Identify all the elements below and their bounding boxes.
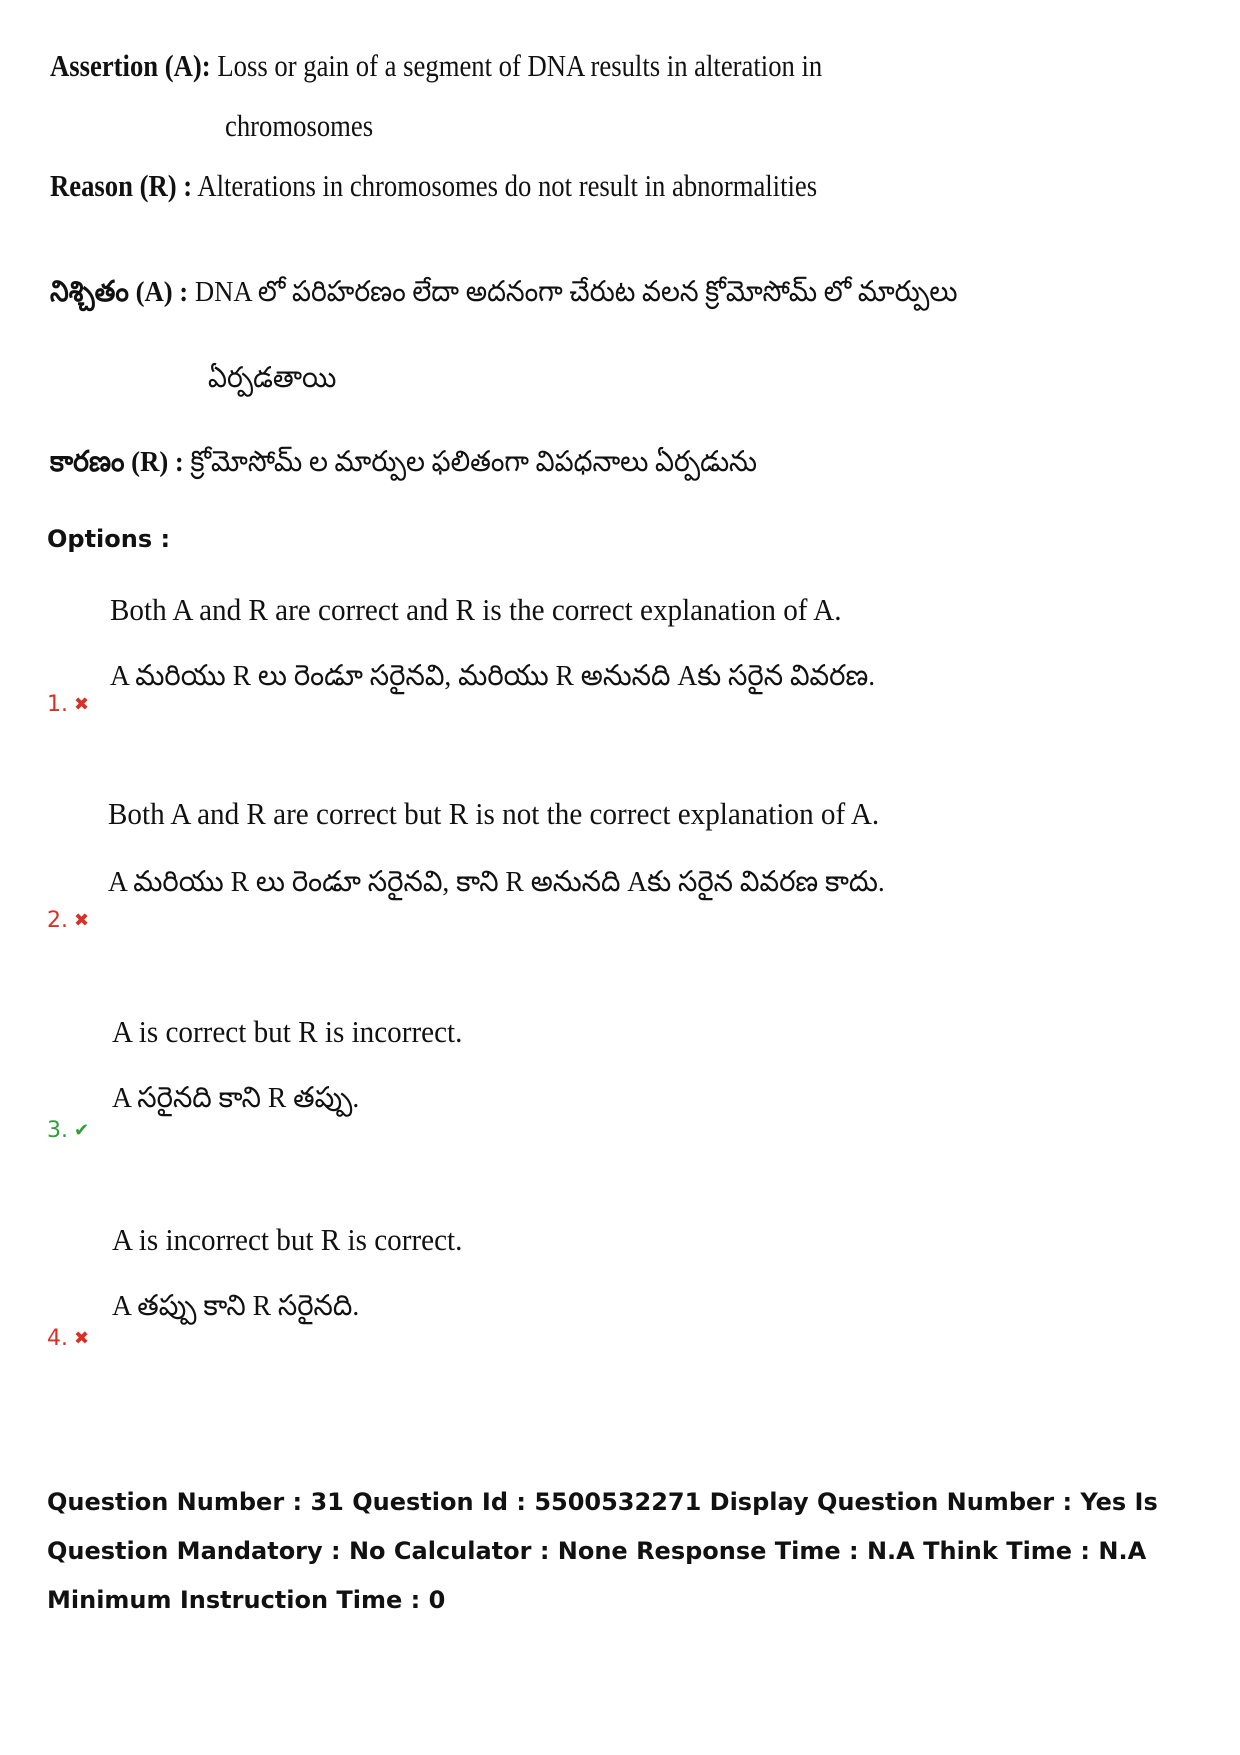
option-3-number[interactable] bbox=[47, 1118, 89, 1143]
option-1-text-te[interactable]: A మరియు R లు రెండూ సరైనవి, మరియు R అనునది Aకు సరైన వివరణ. bbox=[110, 660, 876, 692]
reason-en-line bbox=[50, 168, 817, 204]
assertion-te-text: DNA లో పరిహరణం లేదా అదనంగా చేరుట వలన క్రోమోసోమ్ లో మార్పులు bbox=[194, 276, 958, 308]
option-1-text-en[interactable]: Both A and R are correct and R is the correct explanation of A. bbox=[110, 592, 842, 627]
option-2-number-label: 2. bbox=[47, 908, 68, 933]
cross-icon: ✖ bbox=[74, 694, 90, 715]
option-2-text-en[interactable]: Both A and R are correct but R is not the correct explanation of A. bbox=[108, 796, 880, 831]
question-meta: Question Number : 31 Question Id : 5500532271 Display Question Number : Yes Is Question Mandatory : No Calculator : None Response Time : N.A Think Time : N.A Minimum Instruction Time : 0 bbox=[47, 1488, 1158, 1614]
assertion-en-text: Loss or gain of a segment of DNA results in alteration in bbox=[217, 48, 823, 83]
reason-te-line bbox=[50, 446, 757, 486]
option-3-number-label: 3. bbox=[47, 1118, 68, 1143]
assertion-en-line2: chromosomes bbox=[225, 108, 374, 143]
option-2-text-te[interactable]: A మరియు R లు రెండూ సరైనవి, కాని R అనునది Aకు సరైన వివరణ కాదు. bbox=[108, 866, 885, 898]
reason-te-label: కారణం (R) : bbox=[50, 446, 184, 478]
options-heading: Options : bbox=[47, 525, 171, 553]
option-2-number[interactable] bbox=[47, 908, 89, 933]
assertion-te-label: నిశ్చితం (A) : bbox=[50, 276, 189, 308]
assertion-te-line1 bbox=[50, 276, 958, 316]
option-1-number[interactable] bbox=[47, 692, 89, 717]
cross-icon: ✖ bbox=[74, 910, 90, 931]
reason-en-label: Reason (R) : bbox=[50, 168, 193, 203]
reason-te-text: క్రోమోసోమ్ ల మార్పుల ఫలితంగా విపధనాలు ఏర్పడును bbox=[190, 446, 758, 478]
assertion-en-label: Assertion (A): bbox=[50, 48, 211, 83]
option-4-text-en[interactable]: A is incorrect but R is correct. bbox=[112, 1222, 463, 1257]
option-3-text-te[interactable]: A సరైనది కాని R తప్పు. bbox=[112, 1082, 360, 1114]
assertion-en-line1 bbox=[50, 48, 822, 84]
option-1-number-label: 1. bbox=[47, 692, 68, 717]
reason-en-text: Alterations in chromosomes do not result in abnormalities bbox=[197, 168, 818, 203]
check-icon: ✔ bbox=[74, 1120, 90, 1141]
assertion-te-line2: ఏర్పడతాయి bbox=[208, 362, 337, 394]
option-3-text-en[interactable]: A is correct but R is incorrect. bbox=[112, 1014, 463, 1049]
cross-icon: ✖ bbox=[74, 1328, 90, 1349]
option-4-text-te[interactable]: A తప్పు కాని R సరైనది. bbox=[112, 1290, 360, 1322]
option-4-number[interactable] bbox=[47, 1326, 89, 1351]
option-4-number-label: 4. bbox=[47, 1326, 68, 1351]
